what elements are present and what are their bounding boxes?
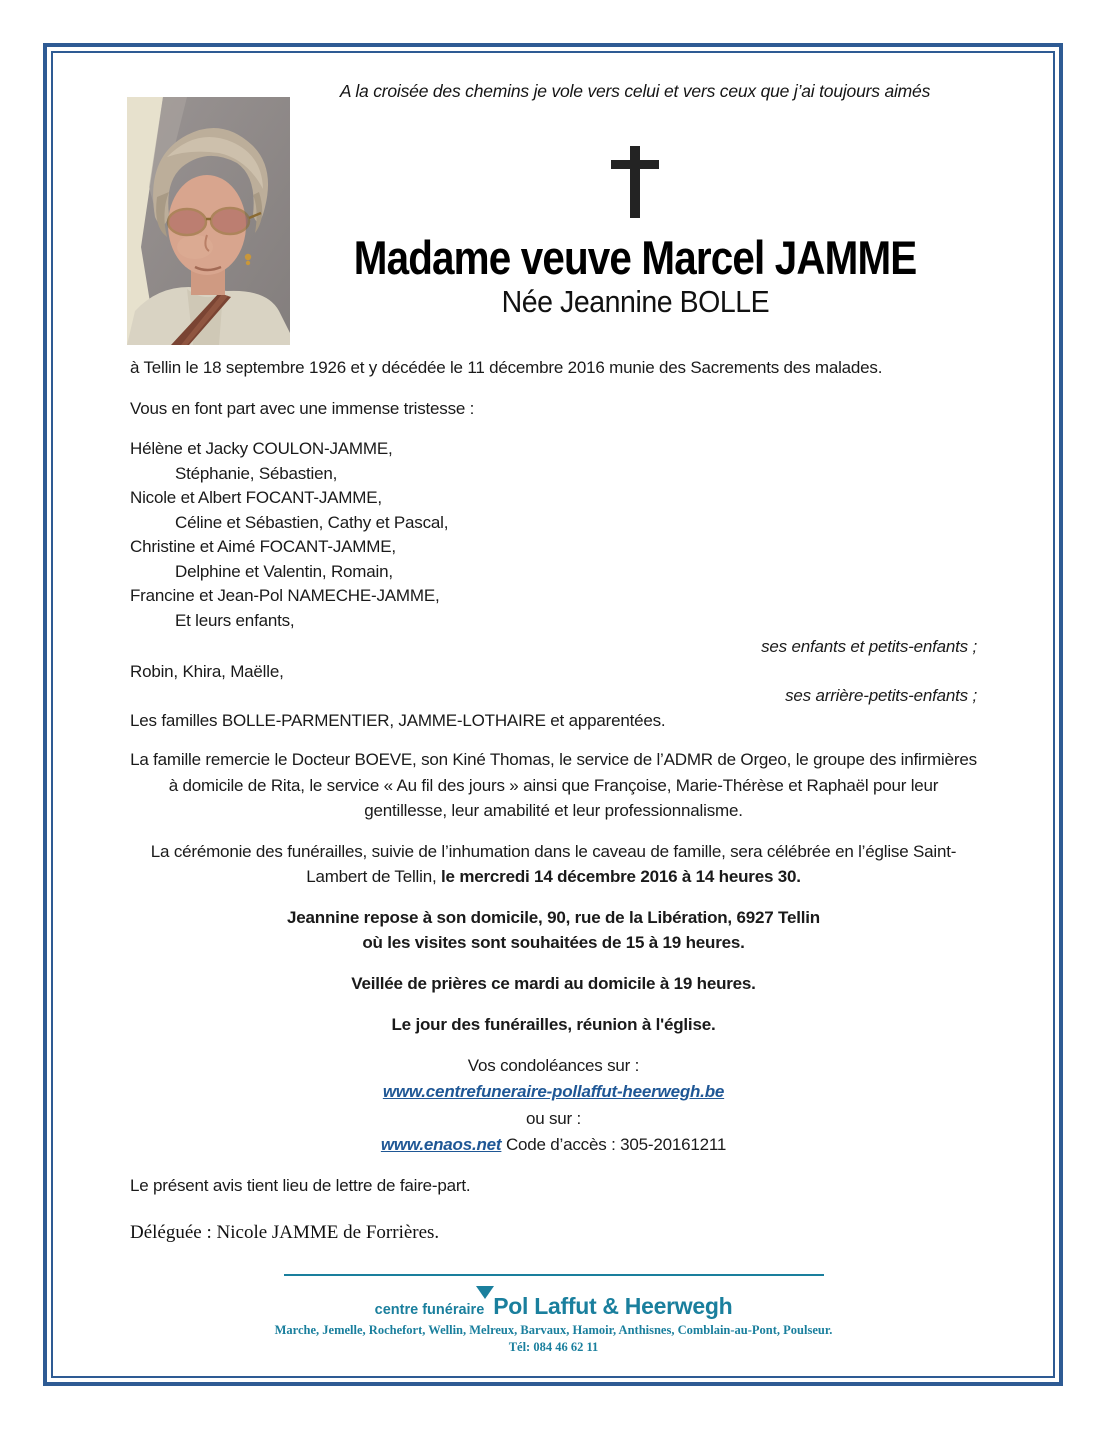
family-line: Francine et Jean-Pol NAMECHE-JAMME, xyxy=(130,586,440,605)
families-line: Les familles BOLLE-PARMENTIER, JAMME-LOTHAIRE et apparentées. xyxy=(130,710,666,730)
repose-line2: où les visites sont souhaitées de 15 à 19 heures. xyxy=(362,933,745,952)
condolences-link-line xyxy=(130,1080,977,1105)
repose-line1: Jeannine repose à son domicile, 90, rue de la Libération, 6927 Tellin xyxy=(287,907,820,927)
notice-line: Le présent avis tient lieu de lettre de faire-part. xyxy=(130,1175,471,1195)
relation-children-line: ses enfants et petits-enfants ; xyxy=(761,637,977,656)
great-grandchildren-line: Robin, Khira, Maëlle, xyxy=(130,661,284,681)
condolences-link[interactable]: www.centrefuneraire-pollaffut-heerwegh.be xyxy=(382,1082,725,1101)
cross-icon xyxy=(611,146,659,218)
family-line: Delphine et Valentin, Romain, xyxy=(175,561,393,581)
enaos-link[interactable]: www.enaos.net xyxy=(380,1135,502,1154)
delegate-line: Déléguée : Nicole JAMME de Forrières. xyxy=(130,1222,440,1243)
family-line: Céline et Sébastien, Cathy et Pascal, xyxy=(175,512,449,532)
page-subtitle: Née Jeannine BOLLE xyxy=(501,284,769,319)
towns-line: Marche, Jemelle, Rochefort, Wellin, Melreux, Barvaux, Hamoir, Anthisnes, Comblain-au-Pont, Poulseur. xyxy=(274,1323,833,1337)
brand-row xyxy=(130,1293,977,1320)
footer-rule xyxy=(284,1274,824,1276)
ceremony-regular-text: La cérémonie des funérailles, suivie de l’inhumation dans le caveau de famille, sera célébrée en l’église Saint-Lambert de Tellin, xyxy=(150,841,957,886)
or-on-line: ou sur : xyxy=(525,1108,582,1128)
brand-name: Pol Laffut & Heerwegh xyxy=(493,1293,733,1319)
family-line: Hélène et Jacky COULON-JAMME, xyxy=(130,439,393,458)
content-column xyxy=(130,53,977,1355)
epitaph-quote: A la croisée des chemins je vole vers celui et vers ceux que j’ai toujours aimés xyxy=(339,81,931,101)
down-triangle-icon xyxy=(476,1286,494,1299)
brand-prefix: centre funéraire xyxy=(374,1302,485,1318)
access-code: Code d’accès : 305-20161211 xyxy=(505,1135,727,1154)
phone-line: Tél: 084 46 62 11 xyxy=(508,1340,599,1354)
family-list xyxy=(130,437,977,633)
header-block xyxy=(293,146,977,320)
funeral-home-logo xyxy=(130,1274,977,1355)
thanks-paragraph: La famille remercie le Docteur BOEVE, son Kiné Thomas, le service de l’ADMR de Orgeo, le groupe des infirmières à domicile de Rita, le service « Au fil des jours » ainsi que Françoise, Marie-Thérèse et Raphaël pour leur gentillesse, leur amabilité et leur professionnalisme. xyxy=(130,750,977,820)
relation-great-grandchildren-line: ses arrière-petits-enfants ; xyxy=(785,686,977,705)
birth-death-line: à Tellin le 18 septembre 1926 et y décédée le 11 décembre 2016 munie des Sacrements des malades. xyxy=(130,358,883,377)
family-line: Stéphanie, Sébastien, xyxy=(175,463,338,483)
vigil-line: Veillée de prières ce mardi au domicile à 19 heures. xyxy=(351,973,756,993)
ceremony-date-text: le mercredi 14 décembre 2016 à 14 heures 30. xyxy=(441,867,801,886)
ceremony-paragraph xyxy=(130,839,977,890)
family-line: Christine et Aimé FOCANT-JAMME, xyxy=(130,537,396,556)
announcement-line: Vous en font part avec une immense tristesse : xyxy=(130,398,475,418)
family-line: Nicole et Albert FOCANT-JAMME, xyxy=(130,488,382,507)
page-title: Madame veuve Marcel JAMME xyxy=(353,231,917,284)
family-line: Et leurs enfants, xyxy=(175,610,295,630)
condolences-label: Vos condoléances sur : xyxy=(467,1055,640,1075)
repose-paragraph xyxy=(130,905,977,956)
funeral-day-line: Le jour des funérailles, réunion à l'église. xyxy=(391,1015,716,1034)
enaos-line xyxy=(130,1133,977,1158)
